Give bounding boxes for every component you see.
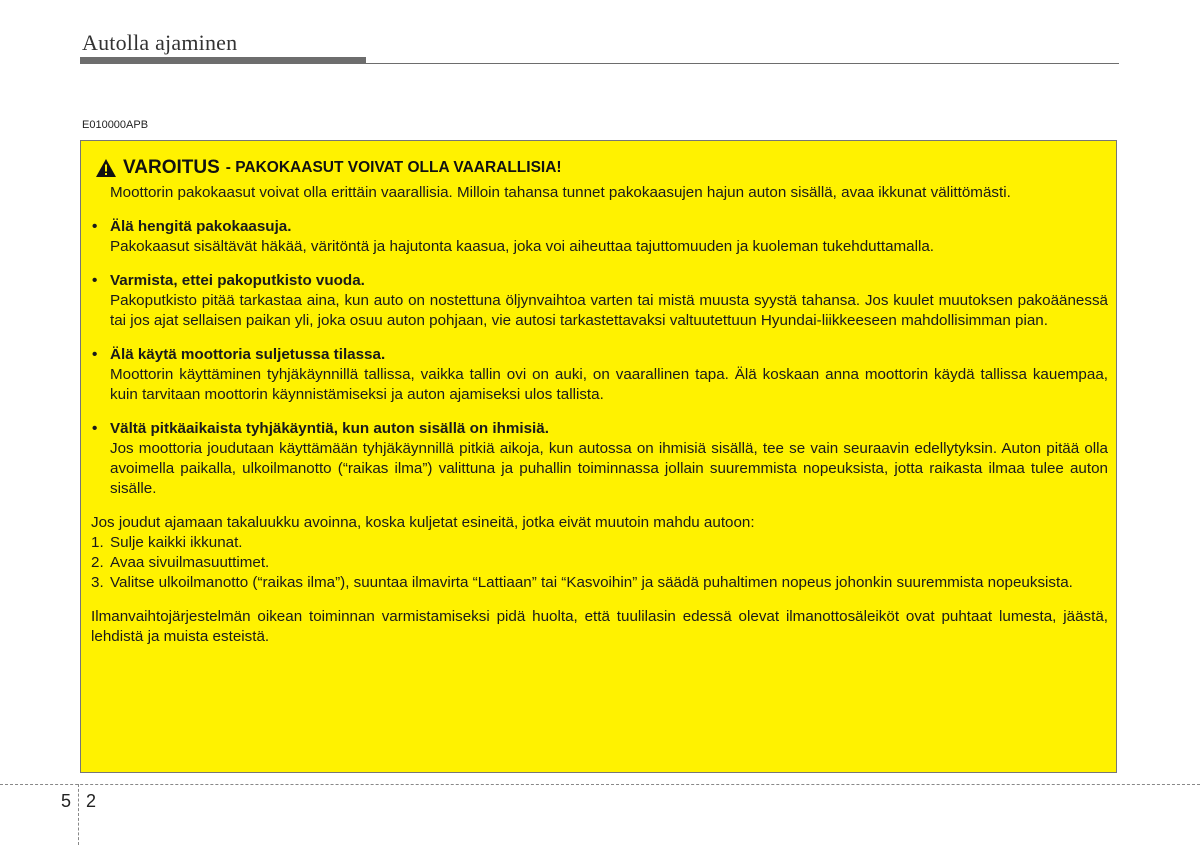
warning-triangle-icon — [95, 158, 117, 178]
step-text: Avaa sivuilmasuuttimet. — [110, 554, 270, 571]
bullet-body: Moottorin käyttäminen tyhjäkäynnillä tallissa, vaikka tallin ovi on auki, on vaarallinen tapa. Älä koskaan anna moottorin käydä tallissa kauempaa, kuin tarvitaan moottorin käynnistämiseksi ja auton ajamiseksi ulos tallista. — [110, 366, 1108, 403]
footer-dashed-rule — [0, 784, 1200, 785]
page-header-title: Autolla ajaminen — [82, 30, 238, 55]
step-item — [91, 553, 1108, 573]
step-number: 3. — [91, 574, 104, 591]
warning-heading — [95, 157, 562, 179]
step-number: 2. — [91, 554, 104, 571]
bullet-body: Jos moottoria joudutaan käyttämään tyhjäkäynnillä pitkiä aikoja, kun autossa on ihmisiä sisällä, tee se vain seuraavin edellytyksin. Auton pitää olla avoimella paikalla, ulkoilmanotto (“raikas ilma”) valittuna ja puhallin toiminnassa jollain suuremmista nopeuksista, jotta raikasta ilmaa tulee auton sisälle. — [110, 440, 1108, 497]
bullet-item — [91, 419, 1108, 499]
step-text: Sulje kaikki ikkunat. — [110, 534, 243, 551]
warning-intro: Moottorin pakokaasut voivat olla erittäin vaarallisia. Milloin tahansa tunnet pakokaasujen hajun auton sisällä, avaa ikkunat välittömästi. — [110, 184, 1011, 201]
bullet-item — [91, 271, 1108, 331]
bullet-heading: • Vältä pitkäaikaista tyhjäkäyntiä, kun auton sisällä on ihmisiä. — [91, 419, 1108, 439]
document-code: E010000APB — [82, 119, 149, 131]
bullet-body: Pakoputkisto pitää tarkastaa aina, kun auto on nostettuna öljynvaihtoa varten tai mistä muusta syystä tahansa. Jos kuulet muutoksen pakoäänessä tai jos ajat sellaisen paikan yli, joka osuu auton pohjaan, vie autosi tarkastettavaksi valtuutettuun Hyundai-liikkeeseen mahdollisimman pian. — [110, 292, 1108, 329]
closing-paragraph: Ilmanvaihtojärjestelmän oikean toiminnan varmistamiseksi pidä huolta, että tuulilasin edessä olevat ilmanottosäleiköt ovat puhtaat lumesta, jäästä, lehdistä ja muista esteistä. — [91, 608, 1108, 645]
footer-dashed-divider — [78, 784, 79, 845]
bullet-item — [91, 345, 1108, 405]
header-rule-thick — [80, 57, 366, 64]
warning-label: VAROITUS — [123, 157, 220, 178]
step-item — [91, 573, 1108, 593]
section-number: 5 — [61, 791, 72, 811]
trunk-intro: Jos joudut ajamaan takaluukku avoinna, koska kuljetat esineitä, jotka eivät muutoin mahdu autoon: — [91, 514, 755, 531]
bullet-item — [91, 217, 1108, 257]
bullet-heading: • Varmista, ettei pakoputkisto vuoda. — [91, 271, 1108, 291]
step-number: 1. — [91, 534, 104, 551]
step-text: Valitse ulkoilmanotto (“raikas ilma”), suuntaa ilmavirta “Lattiaan” tai “Kasvoihin” ja säädä puhaltimen nopeus johonkin suuremmista nopeuksista. — [110, 574, 1073, 591]
steps-list — [91, 533, 1108, 593]
warning-content — [91, 183, 1108, 647]
bullet-heading: • Älä käytä moottoria suljetussa tilassa. — [91, 345, 1108, 365]
header-rule-thin — [366, 63, 1119, 64]
bullet-heading: • Älä hengitä pakokaasuja. — [91, 217, 1108, 237]
warning-box — [80, 140, 1117, 773]
warning-title: - PAKOKAASUT VOIVAT OLLA VAARALLISIA! — [225, 159, 562, 176]
page-number: 2 — [86, 791, 97, 811]
bullet-body: Pakokaasut sisältävät häkää, väritöntä ja hajutonta kaasua, joka voi aiheuttaa tajuttomuuden ja kuoleman tukehduttamalla. — [110, 238, 935, 255]
step-item — [91, 533, 1108, 553]
